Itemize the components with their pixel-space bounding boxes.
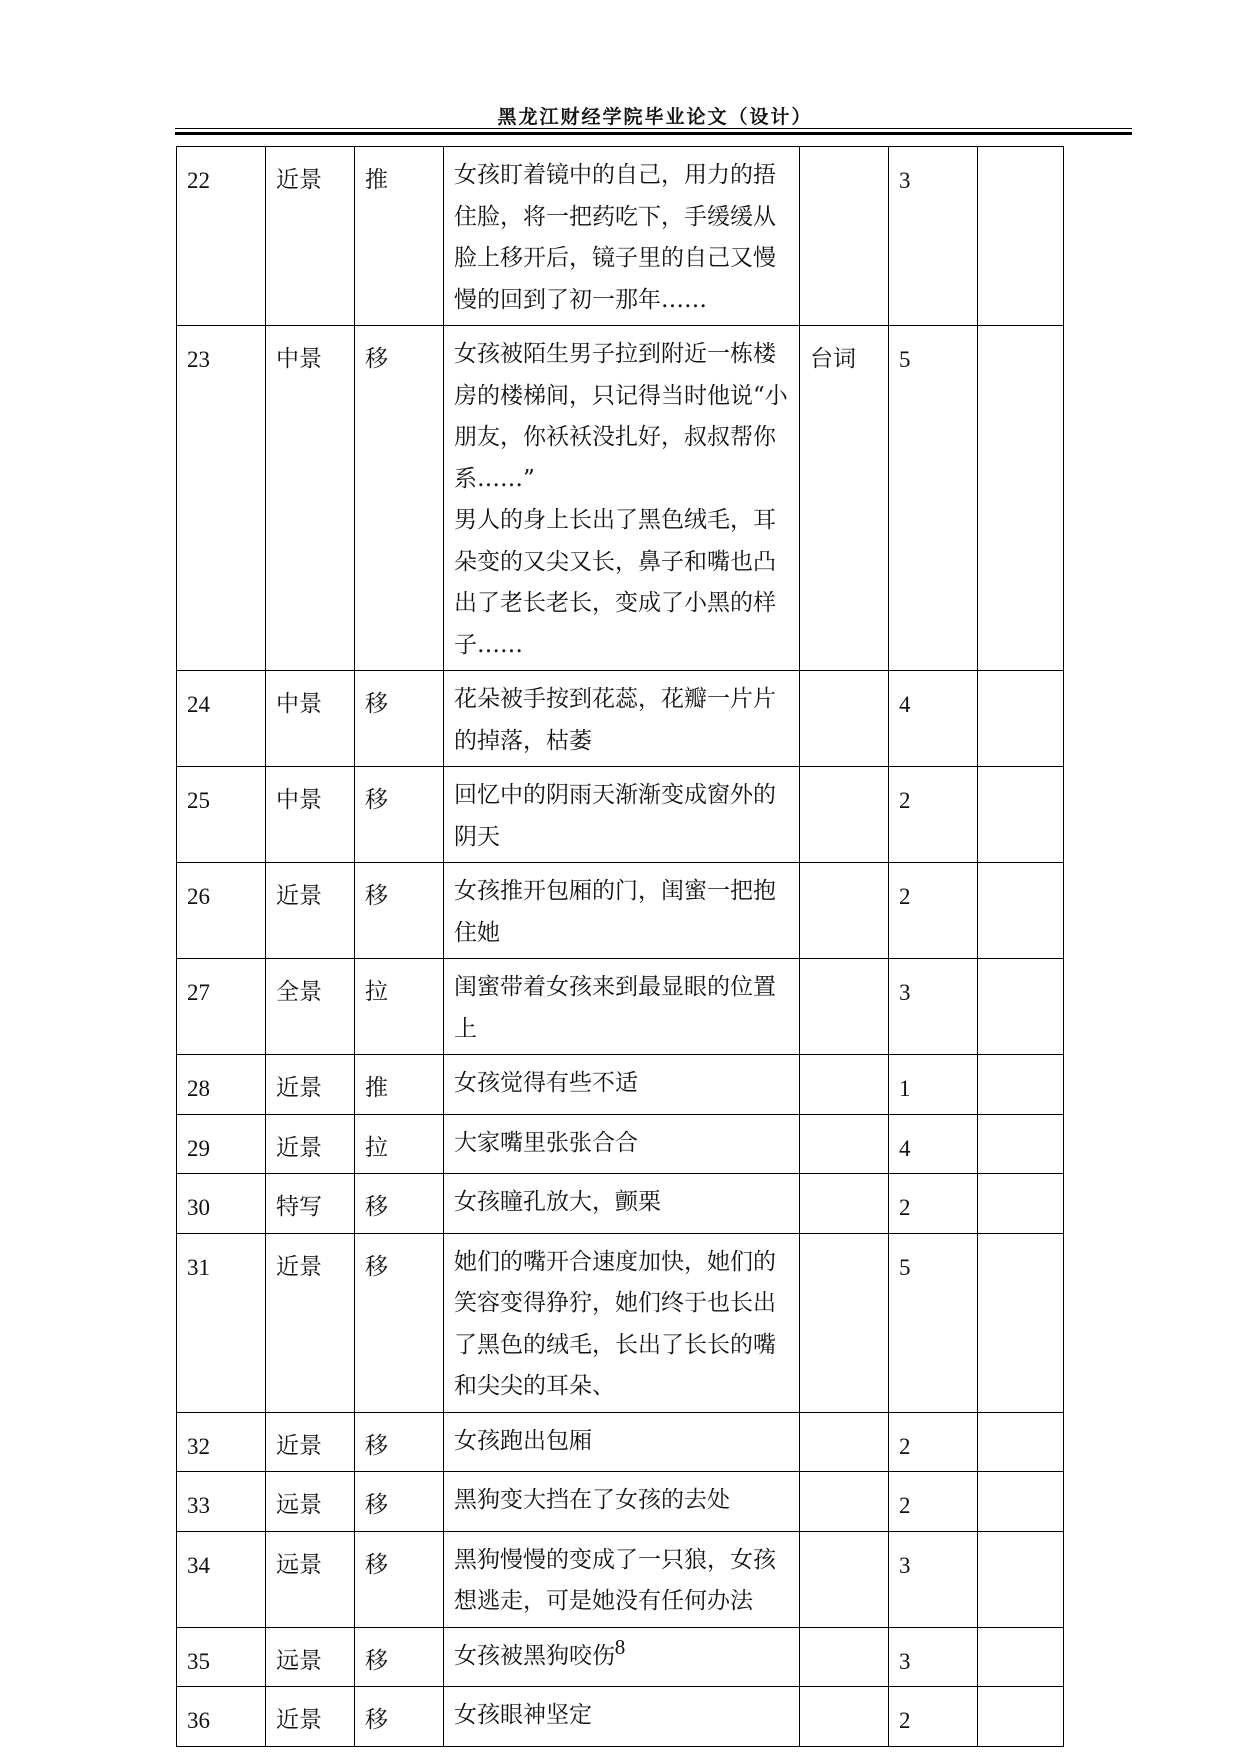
sound-cell (800, 959, 889, 1055)
sound-cell (800, 1174, 889, 1234)
shot-size-cell: 近景 (266, 1114, 355, 1174)
storyboard-table (176, 146, 1064, 1747)
table-row (177, 1055, 1064, 1115)
shot-number-cell: 32 (177, 1412, 266, 1472)
shot-description-cell: 大家嘴里张张合合 (444, 1114, 800, 1174)
table-row (177, 1412, 1064, 1472)
camera-move-cell: 拉 (355, 959, 444, 1055)
table-row (177, 671, 1064, 767)
table-row (177, 1531, 1064, 1627)
note-cell (978, 1687, 1064, 1747)
shot-size-cell: 中景 (266, 671, 355, 767)
shot-number-cell: 22 (177, 147, 266, 326)
table-row (177, 767, 1064, 863)
shot-size-cell: 远景 (266, 1472, 355, 1532)
shot-description-cell: 回忆中的阴雨天渐渐变成窗外的阴天 (444, 767, 800, 863)
shot-description-cell: 女孩眼神坚定 (444, 1687, 800, 1747)
camera-move-cell: 移 (355, 1174, 444, 1234)
duration-cell: 2 (889, 863, 978, 959)
duration-cell: 2 (889, 1174, 978, 1234)
sound-cell (800, 767, 889, 863)
sound-cell (800, 1687, 889, 1747)
shot-number-cell: 26 (177, 863, 266, 959)
camera-move-cell: 移 (355, 326, 444, 671)
shot-size-cell: 近景 (266, 147, 355, 326)
note-cell (978, 1531, 1064, 1627)
table-row (177, 326, 1064, 671)
shot-size-cell: 近景 (266, 863, 355, 959)
camera-move-cell: 移 (355, 1412, 444, 1472)
camera-move-cell: 移 (355, 1472, 444, 1532)
shot-size-cell: 近景 (266, 1687, 355, 1747)
header-rule-thick (175, 132, 1132, 135)
camera-move-cell: 移 (355, 863, 444, 959)
camera-move-cell: 移 (355, 1233, 444, 1412)
duration-cell: 2 (889, 1472, 978, 1532)
camera-move-cell: 移 (355, 1531, 444, 1627)
shot-description-cell: 她们的嘴开合速度加快，她们的笑容变得狰狞，她们终于也长出了黑色的绒毛，长出了长长的嘴和尖尖的耳朵、 (444, 1233, 800, 1412)
table-row (177, 1687, 1064, 1747)
duration-cell: 5 (889, 326, 978, 671)
note-cell (978, 147, 1064, 326)
note-cell (978, 1174, 1064, 1234)
shot-size-cell: 远景 (266, 1531, 355, 1627)
note-cell (978, 863, 1064, 959)
shot-number-cell: 30 (177, 1174, 266, 1234)
duration-cell: 2 (889, 767, 978, 863)
note-cell (978, 767, 1064, 863)
shot-size-cell: 中景 (266, 326, 355, 671)
camera-move-cell: 推 (355, 1055, 444, 1115)
shot-number-cell: 27 (177, 959, 266, 1055)
shot-number-cell: 34 (177, 1531, 266, 1627)
shot-description-cell: 女孩觉得有些不适 (444, 1055, 800, 1115)
duration-cell: 1 (889, 1055, 978, 1115)
shot-size-cell: 特写 (266, 1174, 355, 1234)
duration-cell: 4 (889, 671, 978, 767)
shot-description-cell: 女孩推开包厢的门，闺蜜一把抱住她 (444, 863, 800, 959)
shot-number-cell: 23 (177, 326, 266, 671)
note-cell (978, 1114, 1064, 1174)
sound-cell (800, 1055, 889, 1115)
duration-cell: 4 (889, 1114, 978, 1174)
duration-cell: 3 (889, 147, 978, 326)
shot-size-cell: 近景 (266, 1233, 355, 1412)
note-cell (978, 671, 1064, 767)
camera-move-cell: 移 (355, 1687, 444, 1747)
sound-cell (800, 1114, 889, 1174)
shot-number-cell: 36 (177, 1687, 266, 1747)
shot-number-cell: 24 (177, 671, 266, 767)
shot-size-cell: 中景 (266, 767, 355, 863)
shot-number-cell: 31 (177, 1233, 266, 1412)
camera-move-cell: 推 (355, 147, 444, 326)
table-row (177, 1174, 1064, 1234)
page-number: 8 (614, 1635, 626, 1659)
note-cell (978, 326, 1064, 671)
sound-cell: 台词 (800, 326, 889, 671)
duration-cell: 5 (889, 1233, 978, 1412)
table-row (177, 1114, 1064, 1174)
table-row (177, 1472, 1064, 1532)
sound-cell (800, 1412, 889, 1472)
camera-move-cell: 拉 (355, 1114, 444, 1174)
shot-description-cell: 女孩瞳孔放大，颤栗 (444, 1174, 800, 1234)
note-cell (978, 959, 1064, 1055)
shot-size-cell: 远景 (266, 1627, 355, 1687)
sound-cell (800, 1233, 889, 1412)
shot-description-cell: 女孩被黑狗咬伤 (444, 1627, 800, 1687)
camera-move-cell: 移 (355, 767, 444, 863)
shot-description-cell: 花朵被手按到花蕊，花瓣一片片的掉落，枯萎 (444, 671, 800, 767)
shot-size-cell: 全景 (266, 959, 355, 1055)
shot-description-cell: 黑狗慢慢的变成了一只狼，女孩想逃走，可是她没有任何办法 (444, 1531, 800, 1627)
shot-size-cell: 近景 (266, 1055, 355, 1115)
shot-description-cell: 女孩跑出包厢 (444, 1412, 800, 1472)
table-row (177, 1233, 1064, 1412)
shot-number-cell: 28 (177, 1055, 266, 1115)
note-cell (978, 1233, 1064, 1412)
note-cell (978, 1055, 1064, 1115)
sound-cell (800, 147, 889, 326)
shot-size-cell: 近景 (266, 1412, 355, 1472)
note-cell (978, 1412, 1064, 1472)
sound-cell (800, 1472, 889, 1532)
duration-cell: 2 (889, 1412, 978, 1472)
storyboard-table-body (177, 147, 1064, 1747)
shot-number-cell: 33 (177, 1472, 266, 1532)
shot-number-cell: 25 (177, 767, 266, 863)
sound-cell (800, 863, 889, 959)
shot-description-cell: 闺蜜带着女孩来到最显眼的位置上 (444, 959, 800, 1055)
duration-cell: 3 (889, 1531, 978, 1627)
shot-description-cell: 黑狗变大挡在了女孩的去处 (444, 1472, 800, 1532)
shot-description-cell: 女孩被陌生男子拉到附近一栋楼房的楼梯间，只记得当时他说“小朋友，你袄袄没扎好，叔叔帮你系……” 男人的身上长出了黑色绒毛，耳朵变的又尖又长，鼻子和嘴也凸出了老长老长，变成了小黑的样子…… (444, 326, 800, 671)
table-row (177, 959, 1064, 1055)
duration-cell: 2 (889, 1687, 978, 1747)
table-row (177, 863, 1064, 959)
header-rule-thin (175, 128, 1132, 129)
sound-cell (800, 1531, 889, 1627)
camera-move-cell: 移 (355, 671, 444, 767)
table-row (177, 147, 1064, 326)
page-header-title: 黑龙江财经学院毕业论文（设计） (497, 106, 813, 128)
shot-number-cell: 29 (177, 1114, 266, 1174)
camera-move-cell: 移 (355, 1627, 444, 1687)
sound-cell (800, 671, 889, 767)
duration-cell: 3 (889, 1627, 978, 1687)
note-cell (978, 1472, 1064, 1532)
duration-cell: 3 (889, 959, 978, 1055)
shot-description-cell: 女孩盯着镜中的自己，用力的捂住脸，将一把药吃下，手缓缓从脸上移开后，镜子里的自己又慢慢的回到了初一那年…… (444, 147, 800, 326)
shot-number-cell: 35 (177, 1627, 266, 1687)
